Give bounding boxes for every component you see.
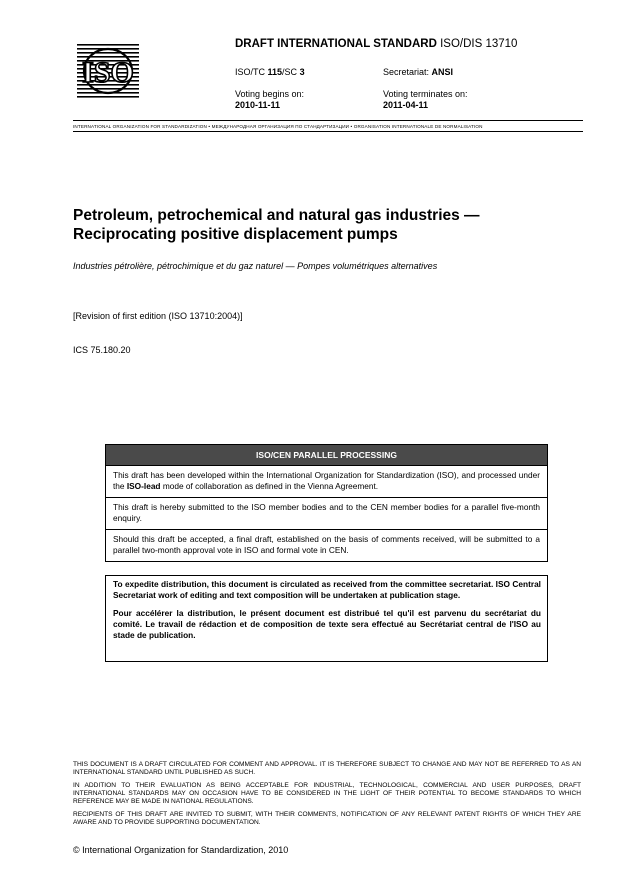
notice-french: Pour accélérer la distribution, le présent document est distribué tel qu'il est parvenu du secrétariat du comité. Le travail de rédaction et de composition de texte sera effectué au Secrétariat central de l'ISO au stade de publication. (113, 608, 541, 640)
ics-code: ICS 75.180.20 (73, 345, 131, 355)
iso-logo (77, 43, 139, 99)
committee (235, 67, 305, 78)
doc-number: ISO/DIS 13710 (440, 38, 518, 50)
header-rule-top (73, 120, 583, 121)
parallel-paragraph-3: Should this draft be accepted, a final draft, established on the basis of comments received, will be submitted to a parallel two-month approval vote in ISO and formal vote in CEN. (106, 529, 547, 561)
french-title: Industries pétrolière, pétrochimique et du gaz naturel — Pompes volumétriques alternatives (73, 261, 438, 271)
document-title (73, 206, 480, 244)
title-line-1: Petroleum, petrochemical and natural gas industries — (73, 207, 480, 224)
committee-prefix: ISO/TC (235, 67, 268, 77)
voting-ends (383, 89, 468, 111)
document-type-heading (235, 38, 517, 50)
parallel-paragraph-1 (106, 465, 547, 497)
iso-logo-text: ISO (82, 56, 134, 89)
parallel-processing-heading: ISO/CEN PARALLEL PROCESSING (106, 445, 547, 465)
voting-begins-label: Voting begins on: (235, 89, 305, 99)
footer-disclaimer-2: IN ADDITION TO THEIR EVALUATION AS BEING ACCEPTABLE FOR INDUSTRIAL, TECHNOLOGICAL, COMMERCIAL AND USER PURPOSES, DRAFT INTERNATIONAL STANDARDS MAY ON OCCASION HAVE TO BE CONSIDERED IN THE LIGHT OF THEIR POTENTIAL TO BECOME STANDARDS TO WHICH REFERENCE MAY BE MADE IN NATIONAL REGULATIONS. (73, 782, 581, 805)
iso-logo-icon (77, 43, 139, 99)
parallel-processing-box (105, 444, 548, 562)
committee-tc: 115 (267, 67, 283, 77)
p1-after: mode of collaboration as defined in the Vienna Agreement. (160, 481, 379, 491)
p1-before: This draft has been developed within the International Organization for Standardization (ISO), and processed under the (113, 470, 540, 491)
doc-type: DRAFT INTERNATIONAL STANDARD (235, 38, 437, 50)
voting-begins-date: 2010-11-11 (235, 100, 281, 110)
notice-english: To expedite distribution, this document is circulated as received from the committee secretariat. ISO Central Secretariat work of editing and text composition will be undertaken at publication stage. (113, 579, 541, 600)
footer-disclaimer-1: THIS DOCUMENT IS A DRAFT CIRCULATED FOR COMMENT AND APPROVAL. IT IS THEREFORE SUBJECT TO CHANGE AND MAY NOT BE REFERRED TO AS AN INTERNATIONAL STANDARD UNTIL PUBLISHED AS SUCH. (73, 761, 581, 776)
secretariat (383, 67, 453, 78)
secretariat-value: ANSI (431, 67, 454, 77)
voting-ends-date: 2011-04-11 (383, 100, 429, 110)
distribution-notice-box (105, 575, 548, 662)
footer-disclaimer-3: RECIPIENTS OF THIS DRAFT ARE INVITED TO SUBMIT, WITH THEIR COMMENTS, NOTIFICATION OF ANY RELEVANT PATENT RIGHTS OF WHICH THEY ARE AWARE AND TO PROVIDE SUPPORTING DOCUMENTATION. (73, 811, 581, 826)
revision-note: [Revision of first edition (ISO 13710:2004)] (73, 311, 243, 321)
secretariat-label: Secretariat: (383, 67, 432, 77)
committee-sc: 3 (299, 67, 305, 77)
voting-begins (235, 89, 304, 111)
copyright: © International Organization for Standardization, 2010 (73, 845, 289, 855)
title-line-2: Reciprocating positive displacement pumps (73, 226, 398, 243)
p1-bold: ISO-lead (126, 481, 161, 491)
voting-ends-label: Voting terminates on: (383, 89, 468, 99)
header-rule-bottom (73, 131, 583, 132)
committee-mid: /SC (282, 67, 300, 77)
parallel-paragraph-2: This draft is hereby submitted to the ISO member bodies and to the CEN member bodies for a parallel five-month enquiry. (106, 497, 547, 529)
organization-line: INTERNATIONAL ORGANIZATION FOR STANDARDIZATION • МЕЖДУНАРОДНАЯ ОРГАНИЗАЦИЯ ПО СТАНДАРТИЗАЦИИ • ORGANISATION INTERNATIONALE DE NORMALISATION (73, 124, 483, 129)
